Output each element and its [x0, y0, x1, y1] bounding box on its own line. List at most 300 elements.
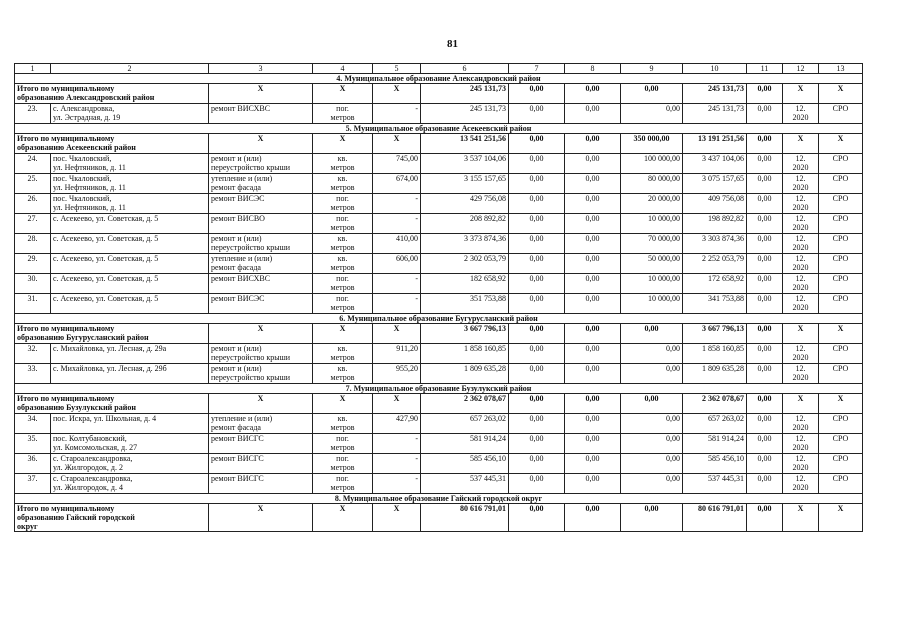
total-c12: X	[783, 504, 819, 532]
row-volume: 955,20	[373, 364, 421, 384]
row-address-line: с. Михайловка, ул. Лесная, д. 29б	[53, 364, 167, 373]
total-c3: X	[209, 324, 313, 344]
row-c8: 0,00	[565, 294, 621, 314]
row-address	[51, 104, 209, 124]
table-row	[15, 194, 863, 214]
row-cost: 585 456,10	[421, 454, 509, 474]
total-c11: 0,00	[747, 134, 783, 154]
row-deadline	[783, 344, 819, 364]
row-method: СРО	[819, 434, 863, 454]
total-c9: 0,00	[621, 504, 683, 532]
total-c3: X	[209, 504, 313, 532]
table-body	[15, 64, 863, 532]
row-method: СРО	[819, 474, 863, 494]
row-work-type	[209, 104, 313, 124]
row-unit	[313, 344, 373, 364]
row-c10: 3 303 874,36	[683, 234, 747, 254]
row-c11: 0,00	[747, 414, 783, 434]
total-row	[15, 134, 863, 154]
total-c9: 0,00	[621, 324, 683, 344]
row-deadline	[783, 104, 819, 124]
row-c10: 581 914,24	[683, 434, 747, 454]
table-row	[15, 434, 863, 454]
row-work-type-line: ремонт фасада	[211, 263, 261, 272]
row-c7: 0,00	[509, 254, 565, 274]
row-deadline-line: 2020	[792, 443, 809, 452]
row-deadline-line: 12.	[795, 154, 806, 163]
total-c13: X	[819, 394, 863, 414]
row-c11: 0,00	[747, 194, 783, 214]
total-c8: 0,00	[565, 504, 621, 532]
row-unit-line: пог.	[336, 104, 349, 113]
row-address-line: ул. Жилгородок, д. 4	[53, 483, 123, 492]
row-address-line: пос. Чкаловский,	[53, 154, 112, 163]
row-c9: 0,00	[621, 364, 683, 384]
row-work-type-line: ремонт ВИСГС	[211, 434, 264, 443]
total-c11: 0,00	[747, 324, 783, 344]
section-title: 8. Муниципальное образование Гайский городской округ	[15, 494, 863, 504]
row-c7: 0,00	[509, 364, 565, 384]
total-c10: 245 131,73	[683, 84, 747, 104]
row-deadline-line: 12.	[795, 364, 806, 373]
row-unit	[313, 214, 373, 234]
row-c8: 0,00	[565, 104, 621, 124]
row-unit-line: метров	[330, 423, 355, 432]
row-work-type	[209, 214, 313, 234]
total-cost: 2 362 078,67	[421, 394, 509, 414]
row-c9: 100 000,00	[621, 154, 683, 174]
total-label-line: образованию Бугурусланский район	[17, 333, 149, 342]
total-label-line: образованию Александровский район	[17, 93, 155, 102]
section-title-row	[15, 314, 863, 324]
row-cost: 1 809 635,28	[421, 364, 509, 384]
row-deadline	[783, 454, 819, 474]
row-unit-line: кв.	[337, 254, 348, 263]
total-c8: 0,00	[565, 84, 621, 104]
column-number-row	[15, 64, 863, 74]
row-unit-line: метров	[330, 483, 355, 492]
total-c10: 13 191 251,56	[683, 134, 747, 154]
row-number: 24.	[15, 154, 51, 174]
row-deadline-line: 12.	[795, 434, 806, 443]
total-c5: X	[373, 504, 421, 532]
row-address	[51, 194, 209, 214]
total-c8: 0,00	[565, 134, 621, 154]
row-method: СРО	[819, 254, 863, 274]
total-cost: 3 667 796,13	[421, 324, 509, 344]
column-number: 7	[509, 64, 565, 74]
row-work-type-line: утепление и (или)	[211, 414, 273, 423]
row-deadline-line: 12.	[795, 294, 806, 303]
row-work-type-line: ремонт ВИСЭС	[211, 194, 265, 203]
row-c11: 0,00	[747, 234, 783, 254]
row-deadline-line: 2020	[792, 373, 809, 382]
row-deadline-line: 2020	[792, 163, 809, 172]
row-cost: 208 892,82	[421, 214, 509, 234]
row-unit	[313, 154, 373, 174]
row-c9: 50 000,00	[621, 254, 683, 274]
total-c9: 350 000,00	[621, 134, 683, 154]
row-volume: 606,00	[373, 254, 421, 274]
row-c8: 0,00	[565, 434, 621, 454]
row-number: 31.	[15, 294, 51, 314]
row-method: СРО	[819, 454, 863, 474]
row-deadline	[783, 474, 819, 494]
row-unit-line: метров	[330, 263, 355, 272]
row-work-type-line: утепление и (или)	[211, 254, 273, 263]
capital-repair-table	[14, 63, 863, 532]
row-unit	[313, 294, 373, 314]
row-deadline-line: 12.	[795, 234, 806, 243]
row-unit	[313, 434, 373, 454]
column-number: 6	[421, 64, 509, 74]
row-work-type	[209, 254, 313, 274]
table-row	[15, 154, 863, 174]
row-c9: 0,00	[621, 104, 683, 124]
row-deadline	[783, 294, 819, 314]
row-unit-line: метров	[330, 183, 355, 192]
row-unit-line: кв.	[337, 154, 348, 163]
row-work-type-line: ремонт ВИСХВС	[211, 274, 271, 283]
row-method: СРО	[819, 414, 863, 434]
row-number: 37.	[15, 474, 51, 494]
total-c5: X	[373, 324, 421, 344]
row-work-type-line: ремонт и (или)	[211, 154, 262, 163]
column-number: 8	[565, 64, 621, 74]
total-c4: X	[313, 134, 373, 154]
row-c7: 0,00	[509, 434, 565, 454]
total-label	[15, 84, 209, 104]
total-c3: X	[209, 394, 313, 414]
row-cost: 2 302 053,79	[421, 254, 509, 274]
section-title: 5. Муниципальное образование Асекеевский район	[15, 124, 863, 134]
row-address-line: с. Михайловка, ул. Лесная, д. 29а	[53, 344, 167, 353]
row-deadline-line: 12.	[795, 344, 806, 353]
row-work-type-line: ремонт и (или)	[211, 364, 262, 373]
row-deadline-line: 2020	[792, 303, 809, 312]
row-unit-line: кв.	[337, 344, 348, 353]
row-volume: -	[373, 474, 421, 494]
row-deadline-line: 12.	[795, 174, 806, 183]
total-c13: X	[819, 504, 863, 532]
row-unit-line: кв.	[337, 234, 348, 243]
column-number: 9	[621, 64, 683, 74]
row-c8: 0,00	[565, 174, 621, 194]
table-row	[15, 474, 863, 494]
table-row	[15, 414, 863, 434]
row-method: СРО	[819, 104, 863, 124]
section-title: 4. Муниципальное образование Александровский район	[15, 74, 863, 84]
row-address-line: с. Староалександровка,	[53, 474, 133, 483]
total-c5: X	[373, 134, 421, 154]
total-label	[15, 504, 209, 532]
total-c4: X	[313, 504, 373, 532]
total-c10: 80 616 791,01	[683, 504, 747, 532]
row-unit-line: кв.	[337, 174, 348, 183]
row-cost: 3 537 104,06	[421, 154, 509, 174]
row-c11: 0,00	[747, 294, 783, 314]
row-work-type-line: ремонт ВИСГС	[211, 454, 264, 463]
row-deadline-line: 2020	[792, 223, 809, 232]
row-c10: 1 809 635,28	[683, 364, 747, 384]
row-deadline-line: 12.	[795, 254, 806, 263]
row-method: СРО	[819, 194, 863, 214]
row-unit-line: метров	[330, 463, 355, 472]
total-label-line: образованию Асекеевский район	[17, 143, 136, 152]
row-unit-line: пог.	[336, 294, 349, 303]
row-c7: 0,00	[509, 294, 565, 314]
row-deadline-line: 2020	[792, 283, 809, 292]
row-c11: 0,00	[747, 454, 783, 474]
row-address	[51, 364, 209, 384]
row-method: СРО	[819, 274, 863, 294]
row-deadline-line: 2020	[792, 483, 809, 492]
row-c11: 0,00	[747, 214, 783, 234]
row-address	[51, 174, 209, 194]
row-method: СРО	[819, 174, 863, 194]
row-number: 30.	[15, 274, 51, 294]
table-row	[15, 294, 863, 314]
row-number: 33.	[15, 364, 51, 384]
row-address-line: пос. Чкаловский,	[53, 174, 112, 183]
row-unit-line: метров	[330, 373, 355, 382]
row-unit-line: кв.	[337, 414, 348, 423]
row-number: 29.	[15, 254, 51, 274]
row-c9: 0,00	[621, 434, 683, 454]
row-deadline-line: 12.	[795, 414, 806, 423]
row-cost: 537 445,31	[421, 474, 509, 494]
row-number: 25.	[15, 174, 51, 194]
row-volume: -	[373, 274, 421, 294]
row-address	[51, 274, 209, 294]
row-c9: 10 000,00	[621, 294, 683, 314]
row-volume: 911,20	[373, 344, 421, 364]
row-work-type-line: ремонт и (или)	[211, 234, 262, 243]
total-label-line: округ	[17, 522, 38, 531]
row-c11: 0,00	[747, 364, 783, 384]
row-c8: 0,00	[565, 414, 621, 434]
row-c7: 0,00	[509, 344, 565, 364]
row-deadline-line: 2020	[792, 183, 809, 192]
row-c8: 0,00	[565, 234, 621, 254]
row-unit-line: пог.	[336, 454, 349, 463]
row-work-type	[209, 414, 313, 434]
row-c11: 0,00	[747, 174, 783, 194]
total-c12: X	[783, 134, 819, 154]
row-work-type-line: переустройство крыши	[211, 353, 291, 362]
row-unit	[313, 454, 373, 474]
row-number: 28.	[15, 234, 51, 254]
row-work-type	[209, 154, 313, 174]
row-c7: 0,00	[509, 474, 565, 494]
row-deadline	[783, 234, 819, 254]
table-row	[15, 454, 863, 474]
row-cost: 3 155 157,65	[421, 174, 509, 194]
row-work-type-line: ремонт ВИСЭС	[211, 294, 265, 303]
section-title-row	[15, 494, 863, 504]
row-c8: 0,00	[565, 454, 621, 474]
total-c7: 0,00	[509, 394, 565, 414]
section-title-row	[15, 74, 863, 84]
total-c7: 0,00	[509, 84, 565, 104]
row-c9: 80 000,00	[621, 174, 683, 194]
row-unit-line: пог.	[336, 474, 349, 483]
row-unit	[313, 364, 373, 384]
total-row	[15, 324, 863, 344]
row-unit	[313, 194, 373, 214]
row-deadline	[783, 254, 819, 274]
row-deadline-line: 2020	[792, 113, 809, 122]
total-c4: X	[313, 324, 373, 344]
total-c8: 0,00	[565, 324, 621, 344]
total-label	[15, 324, 209, 344]
row-c11: 0,00	[747, 344, 783, 364]
row-c7: 0,00	[509, 454, 565, 474]
row-address-line: пос. Колтубановский,	[53, 434, 127, 443]
column-number: 4	[313, 64, 373, 74]
row-address	[51, 154, 209, 174]
section-title-row	[15, 384, 863, 394]
row-volume: -	[373, 214, 421, 234]
row-unit-line: кв.	[337, 364, 348, 373]
row-work-type-line: утепление и (или)	[211, 174, 273, 183]
row-address	[51, 254, 209, 274]
row-c9: 0,00	[621, 344, 683, 364]
total-c7: 0,00	[509, 324, 565, 344]
row-c7: 0,00	[509, 214, 565, 234]
row-unit-line: метров	[330, 163, 355, 172]
table-row	[15, 104, 863, 124]
row-cost: 1 858 160,85	[421, 344, 509, 364]
total-c9: 0,00	[621, 84, 683, 104]
total-c13: X	[819, 84, 863, 104]
total-cost: 80 616 791,01	[421, 504, 509, 532]
row-c10: 341 753,88	[683, 294, 747, 314]
total-row	[15, 504, 863, 532]
column-number: 3	[209, 64, 313, 74]
total-c3: X	[209, 134, 313, 154]
section-title: 7. Муниципальное образование Бузулукский район	[15, 384, 863, 394]
row-c7: 0,00	[509, 194, 565, 214]
total-label	[15, 134, 209, 154]
row-work-type-line: ремонт и (или)	[211, 344, 262, 353]
total-c13: X	[819, 134, 863, 154]
row-c8: 0,00	[565, 194, 621, 214]
row-c7: 0,00	[509, 414, 565, 434]
row-deadline-line: 2020	[792, 463, 809, 472]
row-c11: 0,00	[747, 434, 783, 454]
row-deadline-line: 12.	[795, 474, 806, 483]
row-unit-line: метров	[330, 303, 355, 312]
row-address-line: с. Асекеево, ул. Советская, д. 5	[53, 294, 159, 303]
table-row	[15, 214, 863, 234]
row-unit	[313, 254, 373, 274]
row-address-line: ул. Комсомольская, д. 27	[53, 443, 138, 452]
row-method: СРО	[819, 364, 863, 384]
row-cost: 581 914,24	[421, 434, 509, 454]
row-address-line: с. Александровка,	[53, 104, 115, 113]
total-c13: X	[819, 324, 863, 344]
total-c5: X	[373, 394, 421, 414]
row-deadline	[783, 274, 819, 294]
row-deadline	[783, 364, 819, 384]
row-number: 27.	[15, 214, 51, 234]
row-c11: 0,00	[747, 474, 783, 494]
row-unit-line: пог.	[336, 274, 349, 283]
row-number: 35.	[15, 434, 51, 454]
row-address-line: с. Староалександровка,	[53, 454, 133, 463]
row-address-line: пос. Искра, ул. Школьная, д. 4	[53, 414, 157, 423]
row-c9: 10 000,00	[621, 214, 683, 234]
row-c8: 0,00	[565, 154, 621, 174]
row-number: 32.	[15, 344, 51, 364]
row-c8: 0,00	[565, 474, 621, 494]
row-unit-line: метров	[330, 443, 355, 452]
row-deadline-line: 2020	[792, 243, 809, 252]
row-deadline	[783, 154, 819, 174]
row-deadline	[783, 214, 819, 234]
row-c8: 0,00	[565, 254, 621, 274]
total-c3: X	[209, 84, 313, 104]
row-address	[51, 344, 209, 364]
row-cost: 245 131,73	[421, 104, 509, 124]
row-c7: 0,00	[509, 104, 565, 124]
row-address	[51, 414, 209, 434]
column-number: 13	[819, 64, 863, 74]
row-work-type	[209, 434, 313, 454]
total-label-line: Итого по муниципальному	[17, 394, 115, 403]
row-volume: 427,90	[373, 414, 421, 434]
total-c11: 0,00	[747, 504, 783, 532]
row-method: СРО	[819, 294, 863, 314]
row-c9: 0,00	[621, 454, 683, 474]
row-address-line: с. Асекеево, ул. Советская, д. 5	[53, 254, 159, 263]
row-work-type-line: ремонт ВИСВО	[211, 214, 265, 223]
table-row	[15, 274, 863, 294]
row-c7: 0,00	[509, 234, 565, 254]
row-c11: 0,00	[747, 254, 783, 274]
row-address	[51, 294, 209, 314]
table-row	[15, 254, 863, 274]
total-c8: 0,00	[565, 394, 621, 414]
page-number: 81	[447, 38, 458, 50]
row-c7: 0,00	[509, 154, 565, 174]
row-unit	[313, 174, 373, 194]
row-deadline-line: 12.	[795, 454, 806, 463]
total-c10: 2 362 078,67	[683, 394, 747, 414]
row-deadline	[783, 414, 819, 434]
total-c12: X	[783, 394, 819, 414]
table-row	[15, 364, 863, 384]
total-c10: 3 667 796,13	[683, 324, 747, 344]
row-c9: 10 000,00	[621, 274, 683, 294]
row-volume: -	[373, 454, 421, 474]
row-volume: -	[373, 434, 421, 454]
row-address-line: с. Асекеево, ул. Советская, д. 5	[53, 274, 159, 283]
row-deadline	[783, 434, 819, 454]
row-c10: 172 658,92	[683, 274, 747, 294]
row-deadline-line: 12.	[795, 104, 806, 113]
total-c5: X	[373, 84, 421, 104]
row-number: 36.	[15, 454, 51, 474]
row-work-type	[209, 274, 313, 294]
row-method: СРО	[819, 344, 863, 364]
table-row	[15, 234, 863, 254]
row-unit-line: пог.	[336, 194, 349, 203]
row-deadline	[783, 174, 819, 194]
row-address-line: ул. Нефтяников, д. 11	[53, 203, 126, 212]
row-unit	[313, 104, 373, 124]
